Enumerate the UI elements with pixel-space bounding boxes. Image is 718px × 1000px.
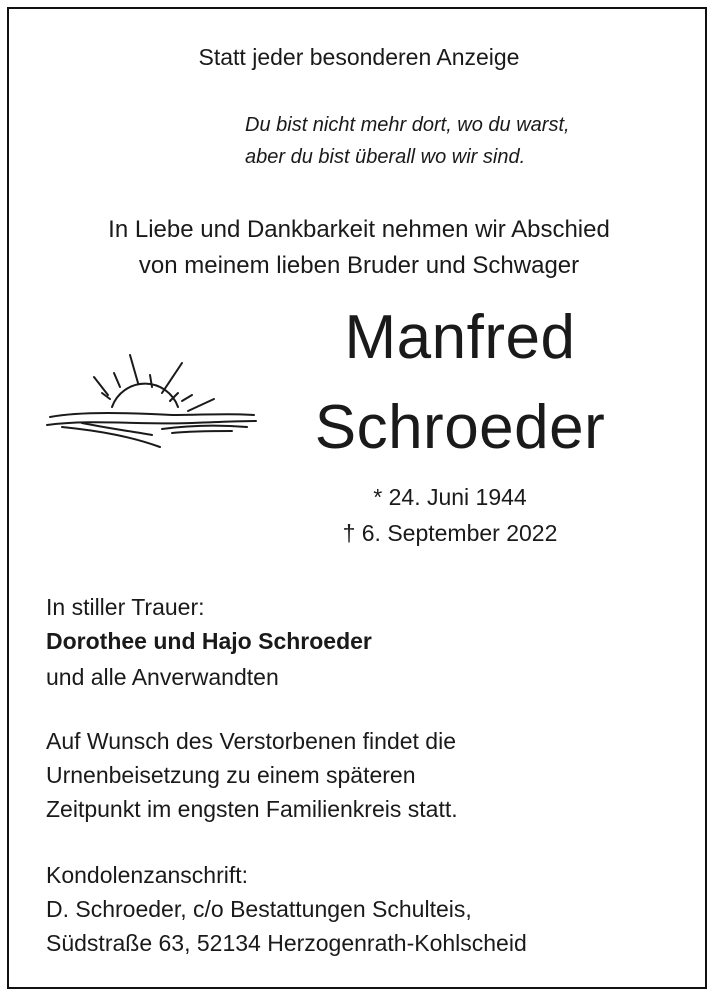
mourners-names: Dorothee und Hajo Schroeder [46,628,372,654]
notice-header: Statt jeder besonderen Anzeige [198,44,520,70]
intro-line-1: In Liebe und Dankbarkeit nehmen wir Abschied [108,216,610,243]
death-date: † 6. September 2022 [342,520,558,546]
condolence-label: Kondolenzanschrift: [46,862,249,888]
notice-line-2: Urnenbeisetzung zu einem späteren [46,762,416,788]
condolence-address-1: D. Schroeder, c/o Bestattungen Schulteis, [46,896,472,922]
quote-line-1: Du bist nicht mehr dort, wo du warst, [245,114,570,136]
notice-line-3: Zeitpunkt im engsten Familienkreis statt. [46,796,458,822]
deceased-last-name: Schroeder [314,393,606,462]
notice-line-1: Auf Wunsch des Verstorbenen findet die [46,728,457,754]
sunset-icon [42,345,262,455]
birth-date: * 24. Juni 1944 [373,484,527,510]
mourners-intro: In stiller Trauer: [46,594,205,620]
deceased-first-name: Manfred [344,303,576,372]
intro-line-2: von meinem lieben Bruder und Schwager [138,252,580,279]
condolence-address-2: Südstraße 63, 52134 Herzogenrath-Kohlscheid [46,930,527,956]
mourners-others: und alle Anverwandten [46,664,279,690]
quote-line-2: aber du bist überall wo wir sind. [245,146,526,168]
